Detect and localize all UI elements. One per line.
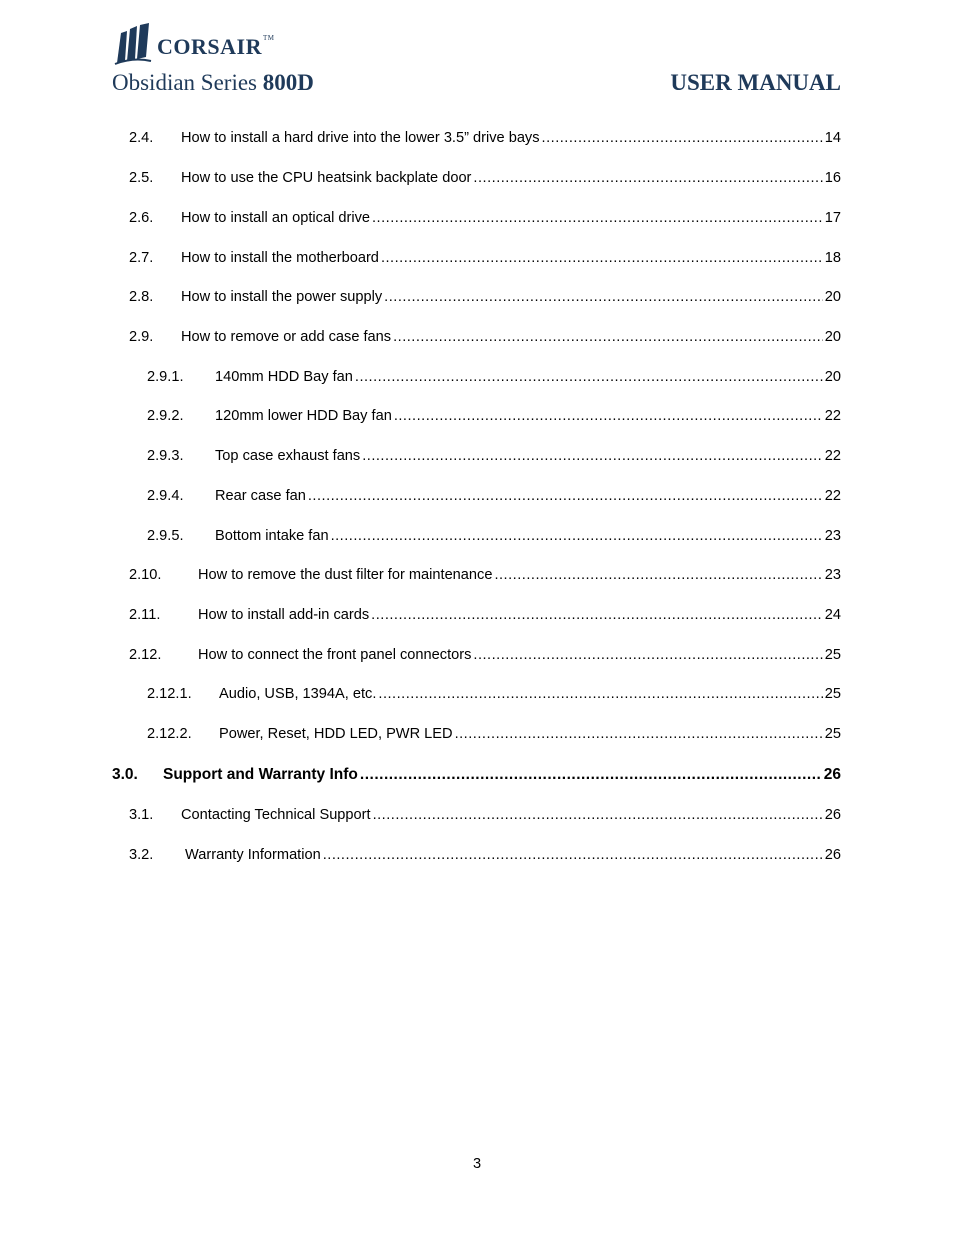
- toc-entry-number: 2.6.: [129, 210, 154, 226]
- toc-entry[interactable]: [129, 289, 841, 309]
- toc-entry-page: 25: [824, 686, 841, 702]
- toc-entry-number: 2.10.: [129, 567, 162, 583]
- toc-entry-number: 2.9.3.: [147, 448, 184, 464]
- toc-dot-leader: [542, 130, 823, 146]
- toc-entry-number: 2.9.2.: [147, 408, 184, 424]
- toc-entry-number: 2.5.: [129, 170, 154, 186]
- toc-entry-number: 2.12.: [129, 647, 162, 663]
- toc-entry[interactable]: [129, 130, 841, 150]
- toc-entry-number: 2.4.: [129, 130, 154, 146]
- toc-dot-leader: [371, 607, 823, 623]
- toc-entry-title: Support and Warranty Info: [163, 766, 358, 783]
- toc-dot-leader: [494, 567, 822, 583]
- toc-entry-number: 2.9.1.: [147, 369, 184, 385]
- toc-entry-title: How to install the power supply: [181, 289, 383, 305]
- toc-entry-title: How to remove the dust filter for maintenance: [198, 567, 493, 583]
- toc-dot-leader: [473, 170, 822, 186]
- toc-entry-page: 25: [824, 726, 841, 742]
- toc-entry-title: How to install an optical drive: [181, 210, 370, 226]
- toc-entry-page: 22: [824, 488, 841, 504]
- toc-entry-page: 22: [824, 408, 841, 424]
- toc-entry-number: 2.9.: [129, 329, 154, 345]
- manual-label: USER MANUAL: [670, 70, 841, 95]
- toc-entry[interactable]: [129, 210, 841, 230]
- toc-dot-leader: [455, 726, 823, 742]
- toc-entry-title: How to install add-in cards: [198, 607, 370, 623]
- toc-entry-title: Rear case fan: [215, 488, 306, 504]
- toc-entry-title: Audio, USB, 1394A, etc.: [219, 686, 377, 702]
- toc-entry-page: 14: [824, 130, 841, 146]
- toc-dot-leader: [373, 807, 823, 823]
- toc-entry-page: 26: [824, 807, 841, 823]
- toc-entry[interactable]: [147, 448, 841, 468]
- toc-entry-title: How to install the motherboard: [181, 250, 379, 266]
- toc-entry[interactable]: [129, 647, 841, 667]
- toc-dot-leader: [323, 847, 823, 863]
- toc-dot-leader: [384, 289, 823, 305]
- brand-name: CORSAIR™: [157, 34, 275, 59]
- toc-dot-leader: [355, 369, 823, 385]
- toc-dot-leader: [394, 408, 823, 424]
- toc-entry-number: 3.0.: [112, 766, 138, 783]
- toc-entry-number: 3.2.: [129, 847, 154, 863]
- corsair-logo: [113, 22, 274, 66]
- toc-entry[interactable]: [147, 686, 841, 706]
- toc-entry-page: 25: [824, 647, 841, 663]
- toc-entry-number: 3.1.: [129, 807, 154, 823]
- toc-entry[interactable]: [147, 528, 841, 548]
- toc-entry[interactable]: [112, 766, 841, 786]
- toc-entry-page: 18: [824, 250, 841, 266]
- toc-entry-number: 2.12.1.: [147, 686, 192, 702]
- toc-entry[interactable]: [129, 607, 841, 627]
- toc-entry-number: 2.11.: [129, 607, 161, 623]
- toc-entry-page: 20: [824, 369, 841, 385]
- toc-entry-title: 140mm HDD Bay fan: [215, 369, 353, 385]
- toc-entry[interactable]: [129, 250, 841, 270]
- toc-entry[interactable]: [129, 567, 841, 587]
- page-number: 3: [472, 1156, 482, 1172]
- toc-entry-title: 120mm lower HDD Bay fan: [215, 408, 392, 424]
- toc-entry-title: Bottom intake fan: [215, 528, 329, 544]
- toc-entry-page: 16: [824, 170, 841, 186]
- toc-dot-leader: [362, 448, 823, 464]
- toc-dot-leader: [473, 647, 822, 663]
- toc-entry[interactable]: [129, 847, 841, 867]
- toc-entry-title: Power, Reset, HDD LED, PWR LED: [219, 726, 453, 742]
- toc-entry[interactable]: [147, 408, 841, 428]
- toc-entry-number: 2.8.: [129, 289, 154, 305]
- toc-entry-number: 2.9.5.: [147, 528, 184, 544]
- toc-entry[interactable]: [147, 488, 841, 508]
- toc-entry-page: 20: [824, 329, 841, 345]
- toc-entry-page: 23: [824, 528, 841, 544]
- toc-entry-title: How to install a hard drive into the lower 3.5” drive bays: [181, 130, 540, 146]
- toc-entry-page: 20: [824, 289, 841, 305]
- toc-dot-leader: [360, 766, 822, 784]
- corsair-sails-icon: [113, 23, 153, 65]
- toc-entry-page: 17: [824, 210, 841, 226]
- toc-entry-number: 2.7.: [129, 250, 154, 266]
- toc-dot-leader: [331, 528, 823, 544]
- toc-entry-page: 22: [824, 448, 841, 464]
- product-title: Obsidian Series 800D: [112, 70, 314, 95]
- toc-entry-number: 2.12.2.: [147, 726, 192, 742]
- toc-dot-leader: [378, 686, 822, 702]
- toc-entry-title: Warranty Information: [185, 847, 321, 863]
- toc-entry-title: How to connect the front panel connectors: [198, 647, 472, 663]
- toc-entry[interactable]: [147, 726, 841, 746]
- toc-dot-leader: [393, 329, 823, 345]
- toc-dot-leader: [308, 488, 823, 504]
- toc-entry[interactable]: [147, 369, 841, 389]
- toc-entry[interactable]: [129, 807, 841, 827]
- toc-entry-title: Contacting Technical Support: [181, 807, 371, 823]
- toc-entry-page: 23: [824, 567, 841, 583]
- toc-entry-page: 24: [824, 607, 841, 623]
- toc-entry[interactable]: [129, 170, 841, 190]
- toc-entry-page: 26: [823, 766, 841, 783]
- toc-entry-title: Top case exhaust fans: [215, 448, 361, 464]
- toc-entry-title: How to use the CPU heatsink backplate door: [181, 170, 472, 186]
- toc-dot-leader: [372, 210, 823, 226]
- toc-entry-number: 2.9.4.: [147, 488, 184, 504]
- toc-dot-leader: [381, 250, 823, 266]
- toc-entry[interactable]: [129, 329, 841, 349]
- toc-entry-page: 26: [824, 847, 841, 863]
- toc-entry-title: How to remove or add case fans: [181, 329, 392, 345]
